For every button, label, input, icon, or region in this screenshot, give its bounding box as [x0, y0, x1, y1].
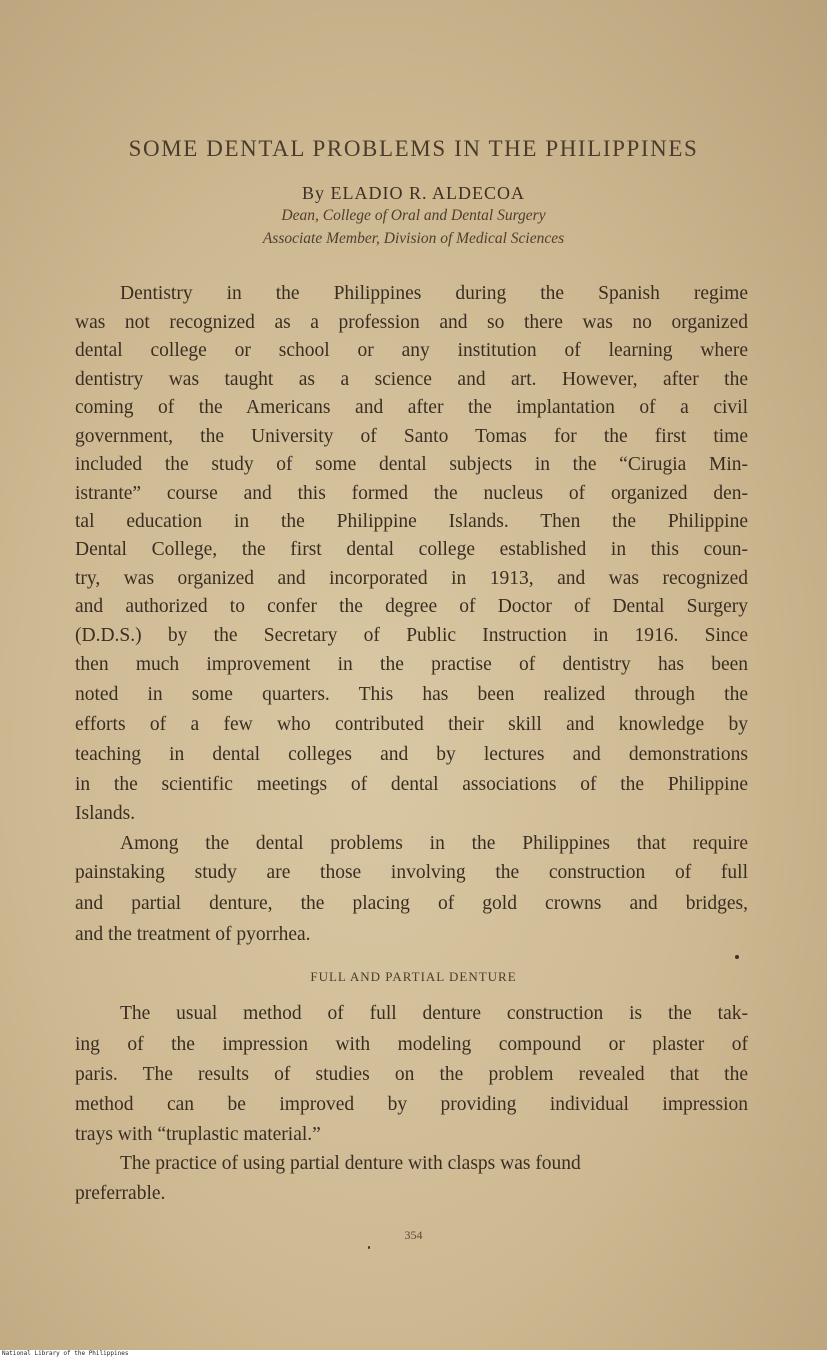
body-text-line: and the treatment of pyorrhea.	[75, 924, 311, 945]
ink-speck	[735, 955, 739, 959]
body-text-line: try, was organized and incorporated in 1913, and was recognized	[75, 568, 748, 589]
body-text-line: (D.D.S.) by the Secretary of Public Instruction in 1916. Since	[75, 625, 748, 646]
body-text-line: included the study of some dental subjects in the “Cirugia Min-	[75, 454, 748, 475]
section-text-line: ing of the impression with modeling compound or plaster of	[75, 1034, 748, 1055]
body-text-line: noted in some quarters. This has been realized through the	[75, 684, 748, 705]
author-line: By ELADIO R. ALDECOA	[302, 183, 525, 203]
body-text-line: and partial denture, the placing of gold crowns and bridges,	[75, 893, 748, 914]
author-affiliation-dean: Dean, College of Oral and Dental Surgery	[281, 207, 546, 224]
body-text-line: painstaking study are those involving the construction of full	[75, 862, 748, 883]
ink-speck	[368, 1246, 370, 1249]
body-text-line: Islands.	[75, 803, 136, 824]
body-text-line: and authorized to confer the degree of Doctor of Dental Surgery	[75, 596, 748, 617]
article-title: SOME DENTAL PROBLEMS IN THE PHILIPPINES	[128, 136, 699, 161]
body-text-line: Dentistry in the Philippines during the Spanish regime	[120, 283, 748, 304]
section-text-line: method can be improved by providing individual impression	[75, 1094, 748, 1115]
section-text-line: trays with “truplastic material.”	[75, 1124, 321, 1145]
section-text-line: paris. The results of studies on the problem revealed that the	[75, 1064, 748, 1085]
author-affiliation-member: Associate Member, Division of Medical Sciences	[262, 230, 565, 247]
body-text-line: coming of the Americans and after the implantation of a civil	[75, 397, 748, 418]
body-text-line: efforts of a few who contributed their skill and knowledge by	[75, 714, 748, 735]
section-text-line: preferrable.	[75, 1183, 166, 1204]
body-text-line: istrante” course and this formed the nucleus of organized den-	[75, 483, 748, 504]
body-text-line: in the scientific meetings of dental associations of the Philippine	[75, 774, 748, 795]
section-text-line: The practice of using partial denture with clasps was found	[120, 1153, 581, 1174]
body-text-line: dental college or school or any institution of learning where	[75, 340, 748, 361]
body-text-line: tal education in the Philippine Islands. Then the Philippine	[75, 511, 748, 532]
body-text-line: government, the University of Santo Tomas for the first time	[75, 426, 748, 447]
body-text-line: then much improvement in the practise of dentistry has been	[75, 654, 748, 675]
body-text-line: was not recognized as a profession and so there was no organized	[75, 312, 748, 333]
section-heading: FULL AND PARTIAL DENTURE	[310, 969, 517, 984]
scan-credit-footer: National Library of the Philippines	[2, 1350, 129, 1357]
body-text-line: Dental College, the first dental college established in this coun-	[75, 539, 748, 560]
section-text-line: The usual method of full denture construction is the tak-	[120, 1003, 748, 1024]
body-text-line: teaching in dental colleges and by lectures and demonstrations	[75, 744, 748, 765]
page-number: 354	[404, 1228, 423, 1242]
body-text-line: Among the dental problems in the Philippines that require	[120, 833, 748, 854]
body-text-line: dentistry was taught as a science and art. However, after the	[75, 369, 748, 390]
